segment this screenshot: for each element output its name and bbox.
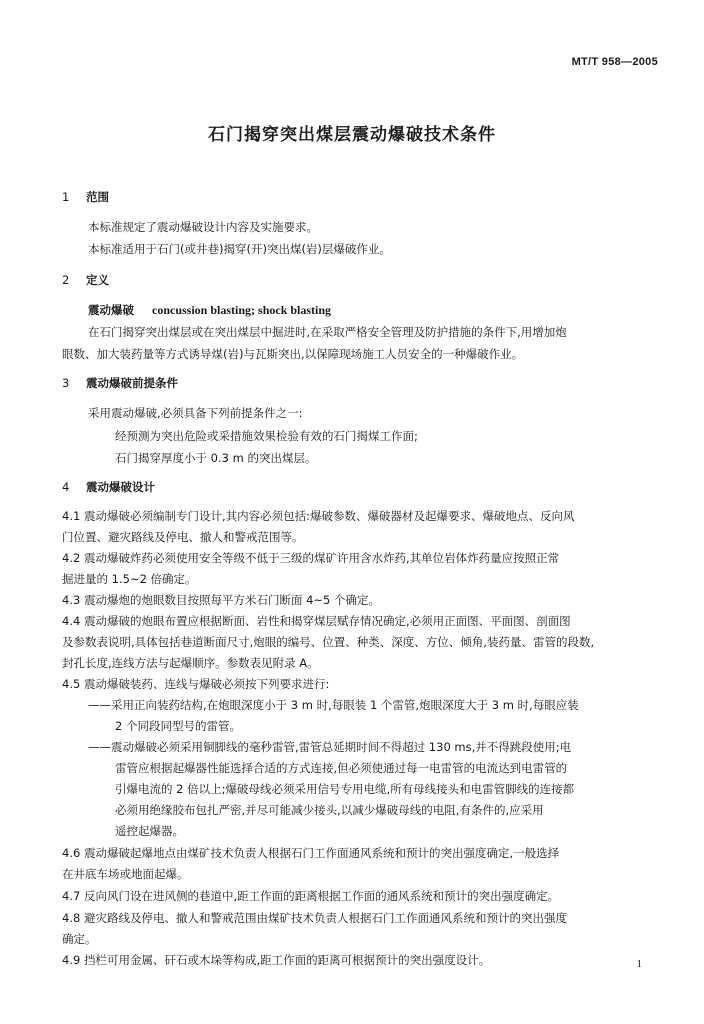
page-title: 石门揭穿突出煤层震动爆破技术条件	[208, 125, 496, 145]
clause-line: 遥控起爆器。	[115, 824, 184, 838]
clause-line: 4.9 挡栏可用金属、矸石或木垛等构成,距工作面的距离可根据预计的突出强度设计。	[62, 953, 491, 967]
paragraph: 本标准规定了震动爆破设计内容及实施要求。	[88, 220, 318, 234]
clause-line: 4.4 震动爆破的炮眼布置应根据断面、岩性和揭穿煤层赋存情况确定,必须用正面图、平面图、剖面图	[62, 614, 571, 628]
section-number: 2	[62, 273, 70, 287]
term-english: concussion blasting; shock blasting	[152, 303, 332, 317]
clause-line: 确定。	[62, 932, 97, 946]
clause-line: 封孔长度,连线方法与起爆顺序。参数表见附录 A。	[62, 656, 319, 670]
section-4-heading	[62, 479, 155, 495]
section-number: 1	[62, 190, 70, 204]
clause-line: ——采用正向装药结构,在炮眼深度小于 3 m 时,每眼装 1 个雷管,炮眼深度大于 3 m 时,每眼应装	[88, 698, 579, 712]
clause-line: 4.7 反向风门设在进风侧的巷道中,距工作面的距离根据工作面的通风系统和预计的突出强度确定。	[62, 889, 560, 903]
definition-line: 在石门揭穿突出煤层或在突出煤层中掘进时,在采取严格安全管理及防护措施的条件下,用增加炮	[88, 325, 567, 339]
clause-line: 引爆电流的 2 倍以上;爆破母线必须采用信号专用电缆,所有母线接头和电雷管脚线的连接都	[115, 782, 575, 796]
paragraph: 采用震动爆破,必须具备下列前提条件之一:	[88, 406, 303, 420]
section-number: 3	[62, 376, 70, 390]
paragraph: 本标准适用于石门(或井巷)揭穿(开)突出煤(岩)层爆破作业。	[88, 242, 391, 256]
section-number: 4	[62, 480, 70, 494]
section-title: 范围	[86, 190, 109, 204]
clause-line: 在井底车场或地面起爆。	[62, 867, 189, 881]
clause-line: 掘进量的 1.5~2 倍确定。	[62, 572, 197, 586]
definition-line: 眼数、加大装药量等方式诱导煤(岩)与瓦斯突出,以保障现场施工人员安全的一种爆破作业。	[62, 347, 524, 361]
section-title: 定义	[86, 273, 109, 287]
clause-line: 门位置、避灾路线及停电、撤人和警戒范围等。	[62, 530, 304, 544]
section-title: 震动爆破设计	[86, 480, 155, 494]
term-chinese: 震动爆破	[88, 303, 134, 317]
clause-line: 4.3 震动爆炮的炮眼数目按照每平方米石门断面 4~5 个确定。	[62, 593, 381, 607]
page-number: 1	[636, 958, 642, 970]
section-title: 震动爆破前提条件	[86, 376, 178, 390]
list-item: 经预测为突出危险或采措施效果检验有效的石门揭煤工作面;	[115, 429, 418, 443]
clause-line: 4.5 震动爆破装药、连线与爆破必须按下列要求进行:	[62, 677, 330, 691]
clause-line: 及参数表说明,具体包括巷道断面尺寸,炮眼的编号、位置、种类、深度、方位、倾角,装药量、雷管的段数,	[62, 635, 595, 649]
section-1-heading	[62, 189, 109, 205]
list-item: 石门揭穿厚度小于 0.3 m 的突出煤层。	[115, 451, 317, 465]
clause-line: 雷管应根据起爆器性能选择合适的方式连接,但必须使通过每一电雷管的电流达到电雷管的	[115, 761, 568, 775]
clause-line: 4.1 震动爆破必须编制专门设计,其内容必须包括:爆破参数、爆破器材及起爆要求、爆破地点、反向风	[62, 509, 575, 523]
term-entry	[88, 302, 331, 318]
clause-line: 4.2 震动爆破炸药必须使用安全等级不低于三级的煤矿许用含水炸药,其单位岩体炸药量应按照正常	[62, 551, 560, 565]
standard-code: MT/T 958—2005	[571, 56, 658, 68]
clause-line: 2 个同段同型号的雷管。	[115, 719, 241, 733]
clause-line: 必须用绝缘胶布包扎严密,并尽可能减少接头,以减少爆破母线的电阻,有条件的,应采用	[115, 803, 544, 817]
section-2-heading	[62, 272, 109, 288]
section-3-heading	[62, 375, 178, 391]
clause-line: 4.8 避灾路线及停电、撤人和警戒范围由煤矿技术负责人根据石门工作面通风系统和预计的突出强度	[62, 911, 567, 925]
clause-line: ——震动爆破必须采用铜脚线的毫秒雷管,雷管总延期时间不得超过 130 ms,并不得跳段使用;电	[88, 740, 572, 754]
clause-line: 4.6 震动爆破起爆地点由煤矿技术负责人根据石门工作面通风系统和预计的突出强度确定,一般选择	[62, 846, 560, 860]
